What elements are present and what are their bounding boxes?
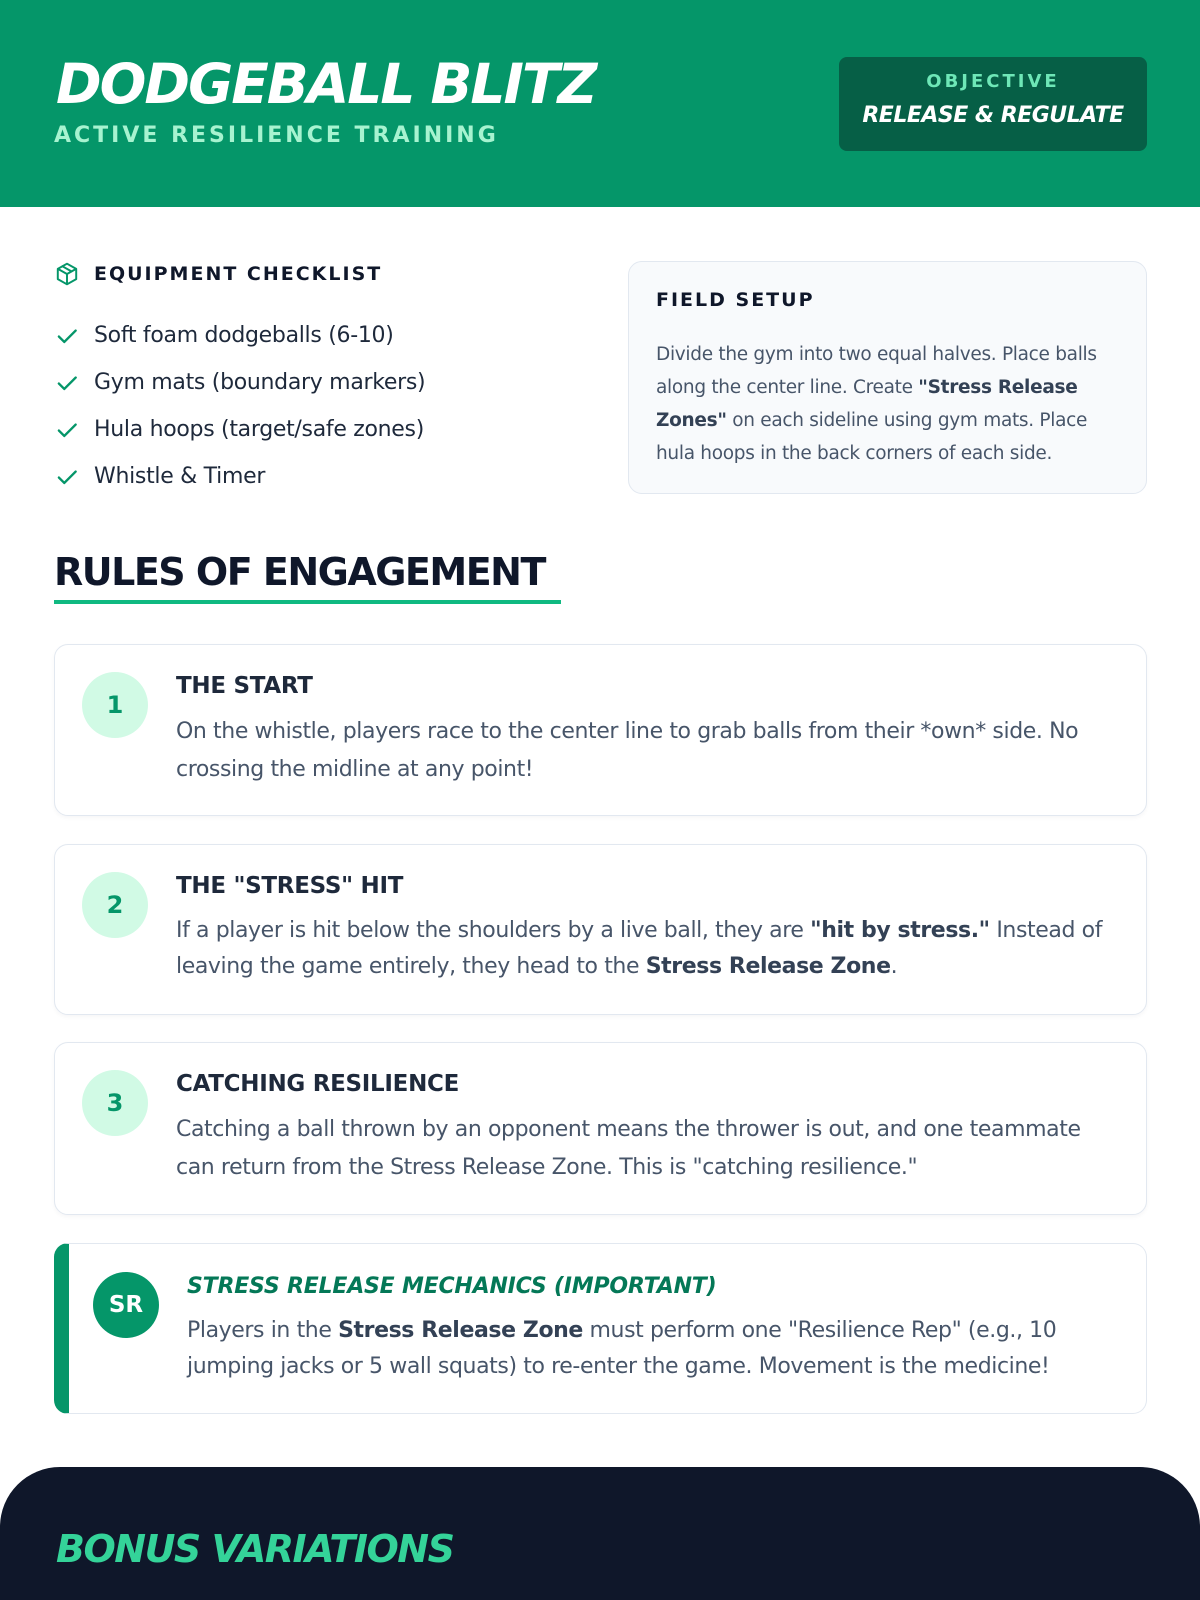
objective-label: OBJECTIVE [926,71,1060,92]
field-setup-text-part: on each sideline using gym mats. Place hula hoops in the back corners of each side. [656,410,1088,464]
rule-text: On the whistle, players race to the center line to grab balls from their *own* side. No crossing the midline at any point! [176,719,1079,782]
bonus-section [0,1467,1200,1600]
list-item [54,312,425,359]
rule-text-bold: Stress Release Zone [645,954,891,979]
check-icon [54,417,80,443]
check-icon [54,323,80,349]
objective-value: RELEASE & REGULATE [862,103,1124,128]
rule-text-part: If a player is hit below the shoulders by a live ball, they are [176,918,811,943]
rule-text [176,913,1121,985]
rule-text-bold: "hit by stress." [810,918,990,943]
rule-title: THE START [176,673,313,699]
box-icon [54,261,80,287]
stress-release-text [187,1313,1117,1385]
page-title: DODGEBALL BLITZ [56,52,596,116]
equipment-list [54,312,425,500]
field-setup-title: FIELD SETUP [656,289,815,311]
stress-release-card [54,1243,1147,1414]
list-item-label: Hula hoops (target/safe zones) [94,417,424,442]
rule-number-badge: 1 [82,672,148,738]
equipment-header [54,260,382,288]
check-icon [54,370,80,396]
page-subtitle: ACTIVE RESILIENCE TRAINING [54,123,499,148]
field-setup-text [656,338,1126,470]
rule-text: Catching a ball thrown by an opponent means the thrower is out, and one teammate can return from the Stress Release Zone. This is "catching resilience." [176,1117,1081,1180]
field-setup-card [628,261,1147,494]
stress-release-text-part: Players in the [187,1318,339,1343]
bonus-title: BONUS VARIATIONS [56,1527,454,1571]
field-setup-text-bold: "Stress Release Zones" [656,377,1078,431]
rule-card [54,644,1147,816]
rule-text-part: Instead of leaving the game entirely, they head to the [176,918,1103,979]
stress-release-title: STRESS RELEASE MECHANICS (IMPORTANT) [187,1274,717,1299]
section-heading: RULES OF ENGAGEMENT [54,550,545,594]
list-item-label: Whistle & Timer [94,464,266,489]
list-item [54,406,425,453]
rule-title: CATCHING RESILIENCE [176,1071,460,1097]
list-item [54,359,425,406]
rule-number-badge: 2 [82,872,148,938]
header-banner [0,0,1200,207]
rule-title: THE "STRESS" HIT [176,873,404,899]
check-icon [54,464,80,490]
stress-release-text-bold: Stress Release Zone [338,1318,583,1343]
heading-underline [54,600,561,604]
objective-badge [839,57,1147,151]
list-item [54,453,425,500]
list-item-label: Gym mats (boundary markers) [94,370,426,395]
equipment-title: EQUIPMENT CHECKLIST [94,263,383,285]
rule-text-part: . [890,954,898,979]
rule-number-badge: 3 [82,1070,148,1136]
field-setup-text-part: Divide the gym into two equal halves. Place balls along the center line. Create [656,344,1097,398]
sr-badge: SR [93,1272,159,1338]
rule-card [54,1042,1147,1215]
stress-release-text-part: must perform one "Resilience Rep" (e.g., 10 jumping jacks or 5 wall squats) to re-enter the game. Movement is the medicine! [187,1318,1057,1379]
list-item-label: Soft foam dodgeballs (6-10) [94,323,394,348]
rule-card [54,844,1147,1015]
